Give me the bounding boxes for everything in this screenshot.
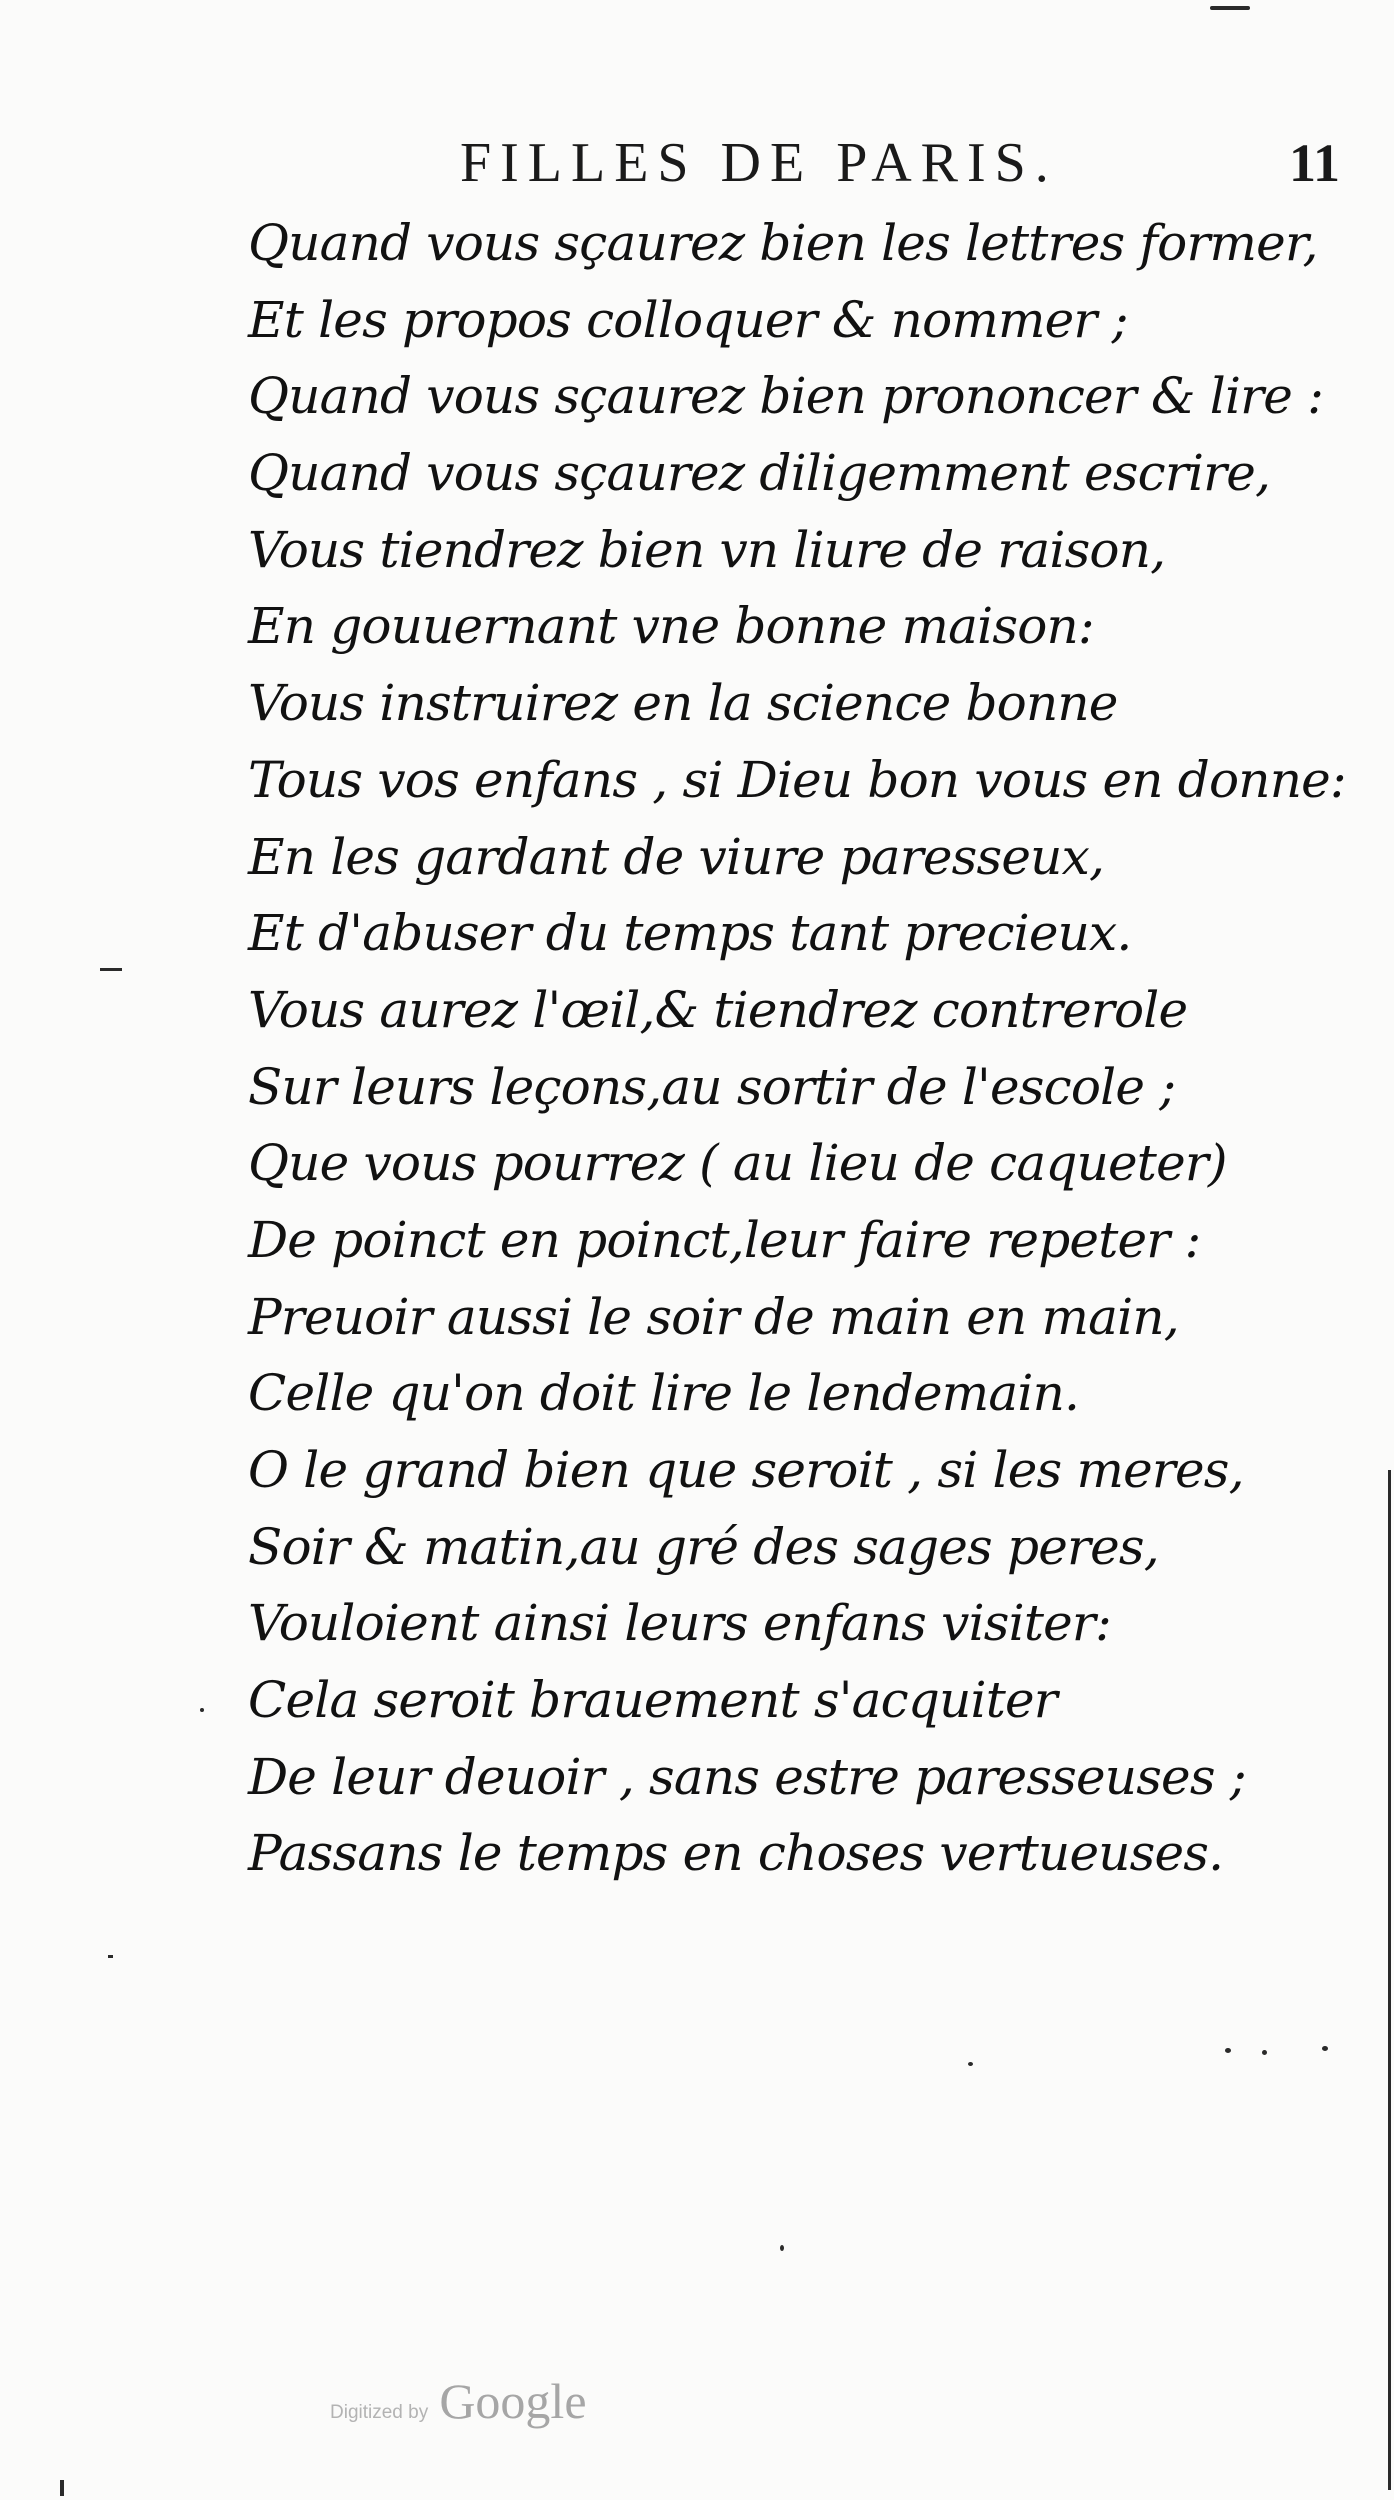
scan-edge-line: [1388, 1470, 1391, 2490]
poem-line: Cela seroit brauement s'acquiter: [248, 1671, 1057, 1730]
poem-line: Quand vous sçaurez bien prononcer & lire :: [248, 367, 1324, 426]
running-title: FILLES DE PARIS.: [460, 132, 1058, 194]
poem-line: Que vous pourrez ( au lieu de caqueter): [248, 1134, 1227, 1193]
poem-line: Sur leurs leçons,au sortir de l'escole ;: [248, 1057, 1176, 1116]
poem-line: Vous aurez l'œil,& tiendrez contrerole: [248, 980, 1188, 1039]
poem-line: Et d'abuser du temps tant precieux.: [248, 904, 1132, 963]
poem-line: Vouloient ainsi leurs enfans visiter:: [248, 1594, 1112, 1653]
page-number: 11: [1288, 133, 1340, 193]
poem-line: Quand vous sçaurez bien les lettres former,: [248, 214, 1318, 272]
poem-line: Quand vous sçaurez diligemment escrire,: [248, 444, 1271, 503]
scan-corner-mark: [1210, 6, 1250, 10]
scan-speck: [1262, 2050, 1267, 2055]
poem-line: En les gardant de viure paresseux,: [248, 827, 1105, 886]
scan-speck: [968, 2062, 973, 2066]
poem-line: Vous instruirez en la science bonne: [248, 674, 1118, 733]
poem-line: Et les propos colloquer & nommer ;: [248, 290, 1128, 349]
poem-line: Celle qu'on doit lire le lendemain.: [248, 1364, 1080, 1423]
poem-line: O le grand bien que seroit , si les meres,: [248, 1441, 1244, 1499]
scan-speck: [200, 1708, 204, 1712]
scan-speck: [60, 2480, 64, 2496]
poem-text: [248, 205, 1358, 1892]
scan-speck: [108, 1955, 113, 1958]
scan-speck: [780, 2245, 784, 2251]
google-logo: Google: [439, 2373, 587, 2429]
poem-line: Preuoir aussi le soir de main en main,: [248, 1287, 1179, 1346]
poem-line: Vous tiendrez bien vn liure de raison,: [248, 520, 1166, 579]
scan-speck: [100, 968, 122, 971]
running-head: [460, 128, 1340, 198]
poem-line: Passans le temps en choses vertueuses.: [248, 1824, 1224, 1883]
poem-line: De poinct en poinct,leur faire repeter :: [248, 1210, 1201, 1269]
digitized-watermark: [330, 2372, 587, 2442]
scan-speck: [1225, 2048, 1231, 2053]
poem-line: De leur deuoir , sans estre paresseuses ;: [248, 1747, 1246, 1806]
watermark-prefix: Digitized by: [330, 2402, 429, 2423]
scan-speck: [1322, 2046, 1328, 2051]
poem-line: Soir & matin,au gré des sages peres,: [248, 1517, 1159, 1576]
poem-line: Tous vos enfans , si Dieu bon vous en donne:: [248, 750, 1346, 809]
poem-line: En gouuernant vne bonne maison:: [248, 597, 1094, 656]
